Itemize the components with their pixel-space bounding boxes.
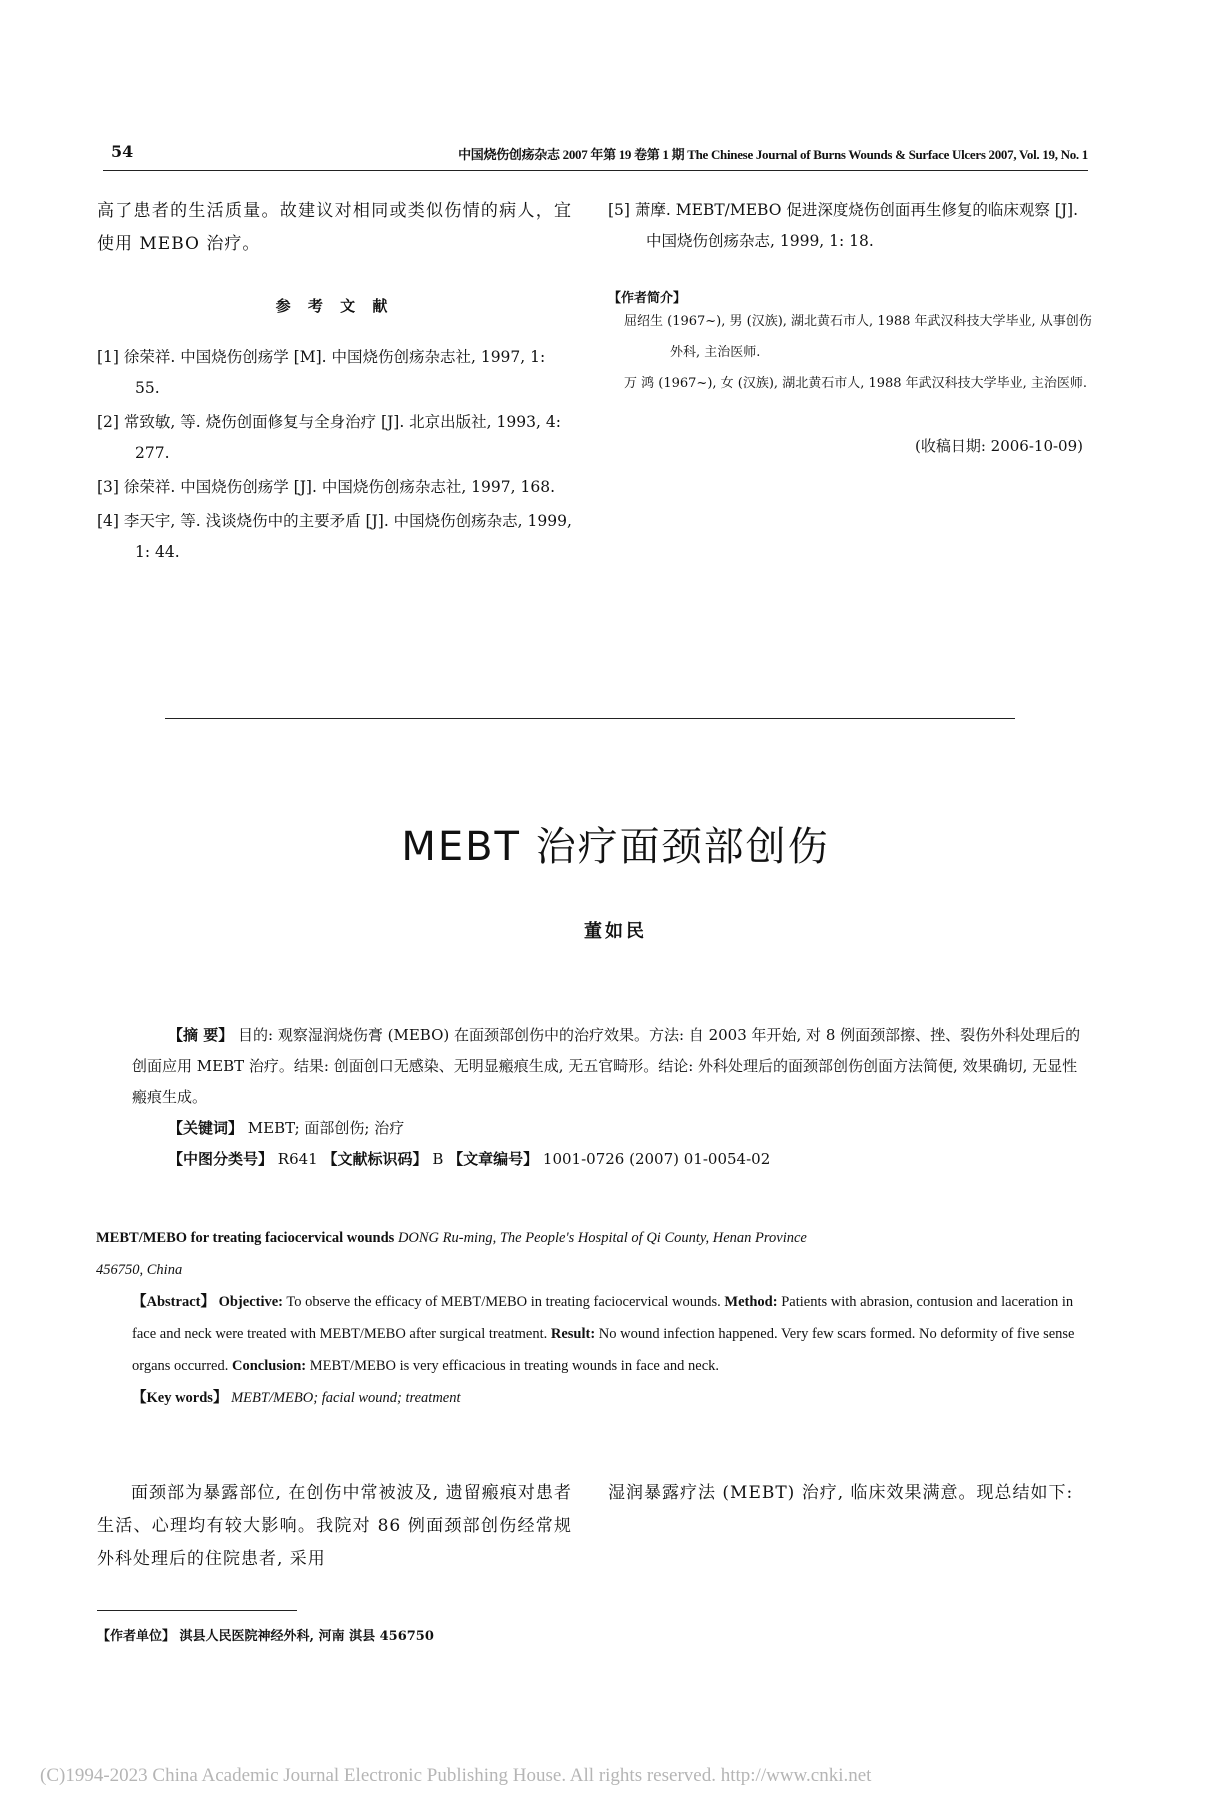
running-head: 中国烧伤创疡杂志 2007 年第 19 卷第 1 期 The Chinese Journal of Burns Wounds & Surface Ulcers 2007, Vol. 19, No. 1	[458, 147, 1088, 162]
result-text: No wound infection happened. Very few scars formed. No deformity of five sense organs occurred.	[132, 1326, 1075, 1374]
article-number-value: 1001-0726 (2007) 01-0054-02	[542, 1150, 771, 1168]
english-abstract	[96, 1222, 1082, 1414]
author-affiliation: 【作者单位】 淇县人民医院神经外科, 河南 淇县 456750	[97, 1629, 434, 1644]
author-bio: 屈绍生 (1967~), 男 (汉族), 湖北黄石市人, 1988 年武汉科技大学毕业, 从事创伤外科, 主治医师.	[624, 314, 1092, 360]
english-abstract-label: 【Abstract】	[132, 1294, 215, 1310]
author-bio: 万 鸿 (1967~), 女 (汉族), 湖北黄石市人, 1988 年武汉科技大学毕业, 主治医师.	[624, 376, 1088, 391]
objective-text: To observe the efficacy of MEBT/MEBO in treating faciocervical wounds.	[286, 1294, 721, 1310]
abstract-text: 目的: 观察湿润烧伤膏 (MEBO) 在面颈部创伤中的治疗效果。方法: 自 2003 年开始, 对 8 例面颈部擦、挫、裂伤外科处理后的创面应用 MEBT 治疗。结果: 创面创口无感染、无明显瘢痕生成, 无五官畸形。结论: 外科处理后的面颈部创伤创面方法简便, 效果确切, 无显性瘢痕生成。	[132, 1026, 1081, 1106]
author-bio-heading: 【作者简介】	[608, 291, 687, 306]
clc-label: 【中图分类号】	[168, 1150, 274, 1168]
english-keywords: MEBT/MEBO; facial wound; treatment	[231, 1390, 461, 1406]
prev-article-right-column	[608, 195, 1093, 456]
abstract-label: 【摘 要】	[168, 1026, 234, 1044]
chinese-abstract	[132, 1020, 1082, 1175]
footnote-rule	[97, 1610, 297, 1611]
intro-paragraph-continued: 湿润暴露疗法 (MEBT) 治疗, 临床效果满意。现总结如下:	[608, 1483, 1074, 1503]
article-number-label: 【文章编号】	[448, 1150, 539, 1168]
reference-item: [2] 常致敏, 等. 烧伤创面修复与全身治疗 [J]. 北京出版社, 1993, 4: 277.	[97, 413, 561, 462]
conclusion-label: Conclusion:	[232, 1358, 307, 1374]
english-postcode: 456750, China	[96, 1262, 183, 1278]
references-heading: 参 考 文 献	[275, 297, 394, 315]
reference-item: [5] 萧摩. MEBT/MEBO 促进深度烧伤创面再生修复的临床观察 [J]. 中国烧伤创疡杂志, 1999, 1: 18.	[608, 201, 1079, 250]
copyright-watermark: (C)1994-2023 China Academic Journal Electronic Publishing House. All rights reserved. http://www.cnki.net	[40, 1765, 872, 1786]
method-text: Patients with abrasion, contusion and laceration in face and neck were treated with MEBT/MEBO after surgical treatment.	[132, 1294, 1074, 1342]
intro-left-column	[97, 1477, 572, 1576]
english-title: MEBT/MEBO for treating faciocervical wounds	[96, 1230, 395, 1246]
prev-article-closing-text: 高了患者的生活质量。故建议对相同或类似伤情的病人，宜使用 MEBO 治疗。	[97, 201, 572, 254]
method-label: Method:	[724, 1294, 778, 1310]
english-author-affiliation: DONG Ru-ming, The People's Hospital of Qi County, Henan Province	[397, 1230, 807, 1246]
keywords-text: MEBT; 面部创伤; 治疗	[247, 1119, 405, 1137]
doc-code-value: B	[432, 1150, 444, 1168]
clc-value: R641	[277, 1150, 318, 1168]
page-header	[103, 140, 1088, 171]
prev-article-left-column	[97, 195, 572, 571]
objective-label: Objective:	[218, 1294, 284, 1310]
conclusion-text: MEBT/MEBO is very efficacious in treating wounds in face and neck.	[309, 1358, 720, 1374]
article-title: MEBT 治疗面颈部创伤	[401, 824, 830, 870]
received-date: (收稿日期: 2006-10-09)	[914, 437, 1083, 455]
article-author: 董如民	[584, 921, 647, 942]
reference-item: [3] 徐荣祥. 中国烧伤创疡学 [J]. 中国烧伤创疡杂志社, 1997, 168.	[97, 478, 555, 496]
article-divider	[165, 718, 1015, 719]
english-keywords-label: 【Key words】	[132, 1390, 228, 1406]
doc-code-label: 【文献标识码】	[322, 1150, 428, 1168]
result-label: Result:	[550, 1326, 596, 1342]
intro-right-column	[608, 1477, 1093, 1510]
page-number: 54	[111, 142, 134, 161]
intro-paragraph: 面颈部为暴露部位, 在创伤中常被波及, 遗留瘢痕对患者生活、心理均有较大影响。我院对 86 例面颈部创伤经常规外科处理后的住院患者, 采用	[97, 1483, 572, 1569]
reference-item: [1] 徐荣祥. 中国烧伤创疡学 [M]. 中国烧伤创疡杂志社, 1997, 1: 55.	[97, 348, 546, 397]
keywords-label: 【关键词】	[168, 1119, 244, 1137]
reference-item: [4] 李天宇, 等. 浅谈烧伤中的主要矛盾 [J]. 中国烧伤创疡杂志, 1999, 1: 44.	[97, 512, 572, 561]
